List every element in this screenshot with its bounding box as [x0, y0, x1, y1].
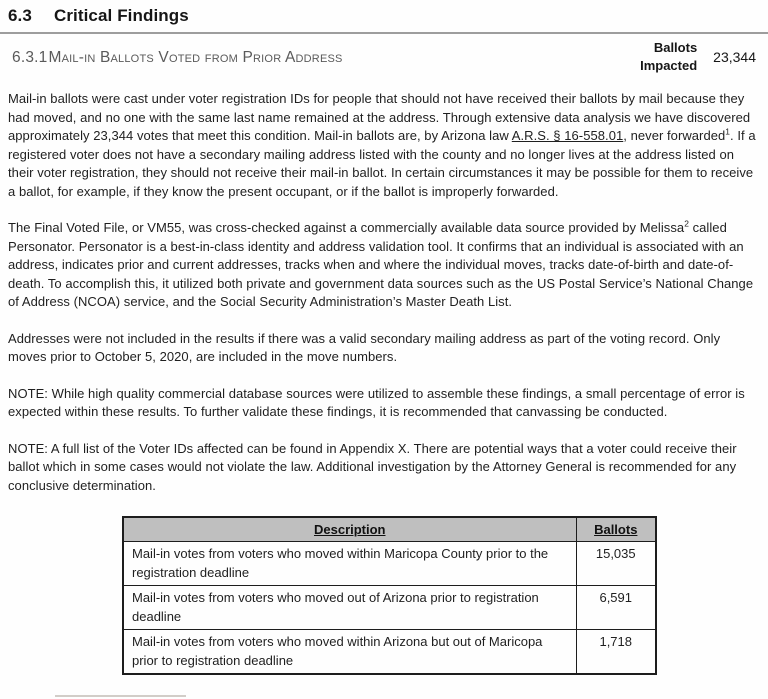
table-header-row	[123, 517, 656, 542]
table-row	[123, 542, 656, 586]
ballots-impacted-callout	[640, 37, 760, 75]
section-title: Critical Findings	[53, 6, 189, 25]
paragraph-2: The Final Voted File, or VM55, was cross-checked against a commercially available data source provided by Melissa$^2$ called Personator. Personator is a best-in-class identity and address validation tool. It confirms that an individual is associated with an address, indicates prior and current addresses, tracks when and where the individual moves, tracks date-of-birth and date-of-death. To accomplish this, it utilized both private and government data sources such as the US Postal Service’s National Change of Address (NCOA) service, and the Social Security Administration’s Master Death List.	[8, 218, 754, 309]
ballots-impacted-label: Ballots Impacted	[640, 40, 698, 73]
ballots-impacted-value: 23,344	[713, 49, 756, 65]
findings-table	[122, 516, 657, 675]
table-row	[123, 630, 656, 675]
row-description: Mail-in votes from voters who moved within Arizona but out of Maricopa prior to registration deadline	[123, 630, 576, 675]
paragraph-3: Addresses were not included in the results if there was a valid secondary mailing address as part of the voting record. Only moves prior to October 5, 2020, are included in the move numbers.	[8, 330, 721, 364]
paragraph-note-2: NOTE: A full list of the Voter IDs affected can be found in Appendix X. There are potential ways that a voter could receive their ballot which in some cases would not violate the law. Additional investigation by the Attorney General is recommended for any conclusive determination.	[8, 440, 737, 493]
footnote-separator	[55, 695, 186, 697]
row-description: Mail-in votes from voters who moved within Maricopa County prior to the registration deadline	[123, 542, 576, 586]
row-ballots: 1,718	[576, 630, 656, 675]
ars-statute-link[interactable]: A.R.S. § 16-558.01	[511, 128, 624, 143]
paragraph-1: Mail-in ballots were cast under voter registration IDs for people that should not have received their ballots by mail because they had moved, and no one with the same last name remained at the address. Through extensive data analysis we have discovered approximately 23,344 votes that meet this condition. Mail-in ballots are, by Arizona law A.R.S. § 16-558.01, never forwarded$^1$. If a registered voter does not have a secondary mailing address listed with the county and no longer lives at the address listed on their voter registration, they should not receive their mail-in ballot. In certain circumstances it may be possible for them to receive a ballot, for example, if they know the present occupant, or if the ballot is improperly forwarded.	[8, 91, 756, 199]
section-heading	[8, 6, 760, 26]
subsection-number: 6.3.1	[12, 49, 48, 66]
paragraph-note-1: NOTE: While high quality commercial database sources were utilized to assemble these findings, a small percentage of error is expected within these results. To further validate these findings, it is recommended that canvassing be conducted.	[8, 385, 745, 419]
subsection-title: Mail-in Ballots Voted from Prior Address	[48, 49, 343, 66]
row-ballots: 6,591	[576, 586, 656, 630]
section-number: 6.3	[8, 6, 32, 25]
row-description: Mail-in votes from voters who moved out of Arizona prior to registration deadline	[123, 586, 576, 630]
subsection-heading	[8, 37, 640, 67]
table-header-description: Description	[123, 517, 576, 542]
footnote-ref-1: 1	[725, 126, 731, 137]
table-header-ballots: Ballots	[576, 517, 656, 542]
table-row	[123, 586, 656, 630]
footnote-ref-2: 2	[684, 218, 689, 229]
section-divider	[0, 32, 768, 34]
row-ballots: 15,035	[576, 542, 656, 586]
subsection-row	[8, 37, 760, 75]
